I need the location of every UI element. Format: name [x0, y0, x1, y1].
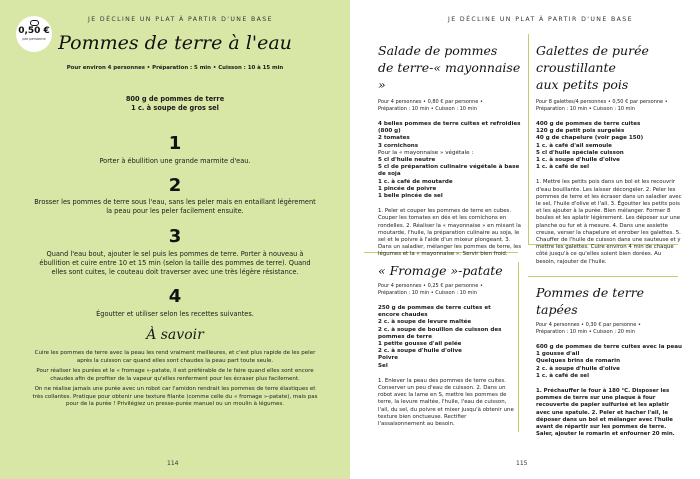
meta-line: Préparation : 10 min • Cuisson : 10 min — [536, 106, 635, 112]
meta-line: Préparation : 10 min • Cuisson : 10 min — [378, 106, 477, 112]
right-page — [350, 0, 700, 479]
title-line: de terre-« mayonnaise » — [378, 60, 521, 92]
ingredient: 1 gousse d'ail — [536, 351, 580, 358]
recipe-meta: Pour environ 4 personnes • Préparation : 5 min • Cuisson : 10 à 15 min — [66, 65, 284, 71]
step-number: 2 — [168, 175, 182, 196]
ingredient: 5 cl de préparation culinaire végétale à base de soja — [378, 164, 520, 178]
step-text: Brosser les pommes de terre sous l'eau, sans les peler mais en entaillant légèrement la peau pour les peler facilement ensuite. — [34, 198, 316, 215]
ingredient: 1 c. à café d'ail semoule — [536, 142, 612, 149]
ingredient: Sel — [378, 362, 388, 369]
recipe-title — [536, 284, 682, 318]
a-savoir-paragraph: Pour réaliser les purées et le « fromage »-patate, il est préférable de le faire quand elles sont encore chaudes afin de profiter de la vapeur qu'elles renferment pour les écraser plus facilement. — [36, 368, 314, 382]
running-header: JE DÉCLINE UN PLAT À PARTIR D'UNE BASE — [88, 16, 273, 23]
recipe-tapees — [536, 284, 682, 438]
ingredient: 120 g de petit pois surgelés — [536, 128, 625, 135]
meta-line: Pour 4 personnes • 0,30 € par personne • — [536, 322, 641, 328]
section-divider — [528, 276, 678, 277]
meta-line: Préparation : 10 min • Cuisson : 10 min — [378, 290, 477, 296]
column-divider — [528, 34, 529, 244]
ingredient: 2 c. à soupe d'huile d'olive — [536, 365, 620, 372]
ingredient: 5 cl d'huile neutre — [378, 157, 436, 164]
ingredient: 3 cornichons — [378, 142, 419, 149]
ingredient: 1 c. à café de sel — [536, 164, 590, 171]
a-savoir-title: À savoir — [146, 327, 204, 343]
ingredient: 1 petite gousse d'ail pelée — [378, 341, 462, 348]
meta-line: Pour 8 galettes/4 personnes • 0,50 € par personne • — [536, 99, 668, 105]
ingredient: 250 g de pommes de terre cuites et encore chaudes — [378, 305, 491, 319]
column-divider — [518, 262, 519, 432]
ingredient: Quelques brins de romarin — [536, 358, 621, 365]
title-line: « Fromage »-patate — [378, 263, 503, 278]
badge-sub: par personne — [22, 37, 46, 41]
step-number: 4 — [168, 286, 182, 307]
ingredient: 2 c. à soupe de bouillon de cuisson des pommes de terre — [378, 326, 502, 340]
ingredients-list — [0, 95, 350, 113]
recipe-steps: 1. Préchauffer le four à 180 °C. Disposer les pommes de terre sur une plaque à four recouverte de papier sulfurisé et les aplatir avec une spatule. 2. Peler et hacher l'ail, le déposer dans un bol et mélanger avec l'huile avant de répartir sur les pommes de terre. Saler, ajouter le romarin et enfourner 20 min. — [536, 388, 675, 438]
step-text: Quand l'eau bout, ajouter le sel puis les pommes de terre. Porter à nouveau à ébullition et cuire entre 10 et 15 min (selon la taille des pommes de terre). Quand elles sont cuites, le couteau doit traverser avec une très légère résistance. — [39, 250, 311, 276]
ingredient: 400 g de pommes de terre cuites — [536, 121, 641, 127]
running-header: JE DÉCLINE UN PLAT À PARTIR D'UNE BASE — [448, 16, 633, 23]
meta-line: Pour 4 personnes • 0,25 € par personne • — [378, 283, 483, 289]
meta-line: Préparation : 10 min • Cuisson : 20 min — [536, 329, 635, 335]
title-line: Galettes de purée — [536, 43, 649, 58]
ingredient: 1 c. à café de moutarde — [378, 178, 453, 185]
step-text: Égoutter et utiliser selon les recettes suivantes. — [96, 310, 254, 318]
ingredients-list — [536, 344, 682, 380]
ingredient: Poivre — [378, 355, 399, 362]
ingredient: 1 c. à café de sel — [536, 372, 590, 379]
ingredient: Pour la « mayonnaise » végétale : — [378, 149, 474, 156]
step-number: 1 — [168, 133, 182, 154]
title-line: Salade de pommes — [378, 43, 498, 58]
recipe-meta — [378, 283, 514, 297]
recipe-title — [378, 42, 524, 93]
ingredient: 4 belles pommes de terre cuites et refroidies (800 g) — [378, 121, 521, 135]
ingredient: 1 belle pincée de sel — [378, 193, 443, 200]
title-line: croustillante — [536, 60, 616, 75]
ingredient: 600 g de pommes de terre cuites avec la peau — [536, 344, 683, 350]
recipe-steps: 1. Enlever la peau des pommes de terre cuites. Conserver un peu d'eau de cuisson. 2. Dans un robot avec la lame en S, mettre les pommes de terre, la levure maltée, l'huile, l'eau de cuisson, l'ail, du sel, du poivre et mixer jusqu'à obtenir une texture bien onctueuse. Rectifier l'assaisonnement au besoin. — [378, 377, 514, 428]
ingredient: 1 c. à soupe d'huile d'olive — [536, 157, 620, 164]
meta-line: Pour 4 personnes • 0,80 € par personne • — [378, 99, 483, 105]
ingredients-list — [536, 121, 682, 171]
ingredient: 2 tomates — [378, 135, 410, 142]
ingredients-list — [378, 121, 524, 200]
recipe-title — [378, 262, 514, 279]
step-text: Porter à ébullition une grande marmite d'eau. — [99, 157, 251, 165]
step-number: 3 — [168, 226, 182, 247]
page-number: 115 — [516, 460, 528, 467]
ingredient: 2 c. à soupe de levure maltée — [378, 319, 472, 326]
title-line: aux petits pois — [536, 77, 629, 92]
ingredient: 1 pincée de poivre — [378, 185, 437, 192]
ingredients-list — [378, 305, 514, 370]
ingredient: 2 c. à soupe d'huile d'olive — [378, 348, 462, 355]
recipe-title — [536, 42, 682, 93]
ingredient: 1 c. à soupe de gros sel — [131, 104, 219, 112]
ingredient: 800 g de pommes de terre — [125, 95, 225, 103]
page-number: 114 — [167, 460, 179, 467]
recipe-galettes — [536, 42, 682, 266]
recipe-steps: 1. Mettre les petits pois dans un bol et les recouvrir d'eau bouillante. Les laisser décongeler. 2. Peler les pommes de terre et les écraser dans un saladier avec le sel, l'huile d'olive et l'ail. 3. Égoutter les petits pois et les ajouter à la purée. Bien mélanger. Former 8 boules et les aplatir légèrement. Les déposer sur une planche ou fur et à mesure. 4. Dans une assiette creuse, verser la chapelure et enrober les galettes. 5. Chauffer de l'huile de cuisson dans une sauteuse et y mettre les galettes. Cuire environ 4 min de chaque côté jusqu'à ce qu'elles soient bien dorées. Au besoin, rajouter de l'huile. — [536, 179, 682, 265]
title-line: Pommes de terre tapées — [536, 285, 645, 317]
recipe-meta — [378, 99, 524, 113]
ingredient: 5 cl d'huile spéciale cuisson — [536, 149, 624, 156]
recipe-fromage-patate — [378, 262, 514, 428]
ingredient: 40 g de chapelure (voir page 150) — [536, 135, 644, 142]
recipe-steps: 1. Peler et couper les pommes de terre en cubes. Couper les tomates en dés et les cornichons en rondelles. 2. Réaliser la « mayonnaise » en mixant la moutarde, l'huile, la préparation culinaire au soja, le sel et le poivre à l'aide d'un mixeur plongeant. 3. Dans un saladier, mélanger les pommes de terre, les légumes et la « mayonnaise ». Servir bien froid. — [378, 208, 522, 258]
recipe-meta — [536, 99, 682, 113]
recipe-title: Pommes de terre à l'eau — [58, 32, 292, 54]
recipe-salade — [378, 42, 524, 259]
a-savoir-paragraph: Cuire les pommes de terre avec la peau les rend vraiment meilleures, et c'est plus rapide de les peler après la cuisson car quand elles sont chaudes la peau part toute seule. — [34, 350, 316, 364]
a-savoir-paragraph: On ne réalise jamais une purée avec un robot car l'amidon rendrait les pommes de terre élastiques et très collantes. Pratique pour obtenir une texture filante (comme celle du « fromage »-patate), mais pas pour de la purée ! Privilégiez un presse-purée manuel ou un moulin à légumes. — [32, 386, 318, 408]
recipe-meta — [536, 322, 682, 336]
badge-price: 0,50 € — [18, 26, 50, 36]
